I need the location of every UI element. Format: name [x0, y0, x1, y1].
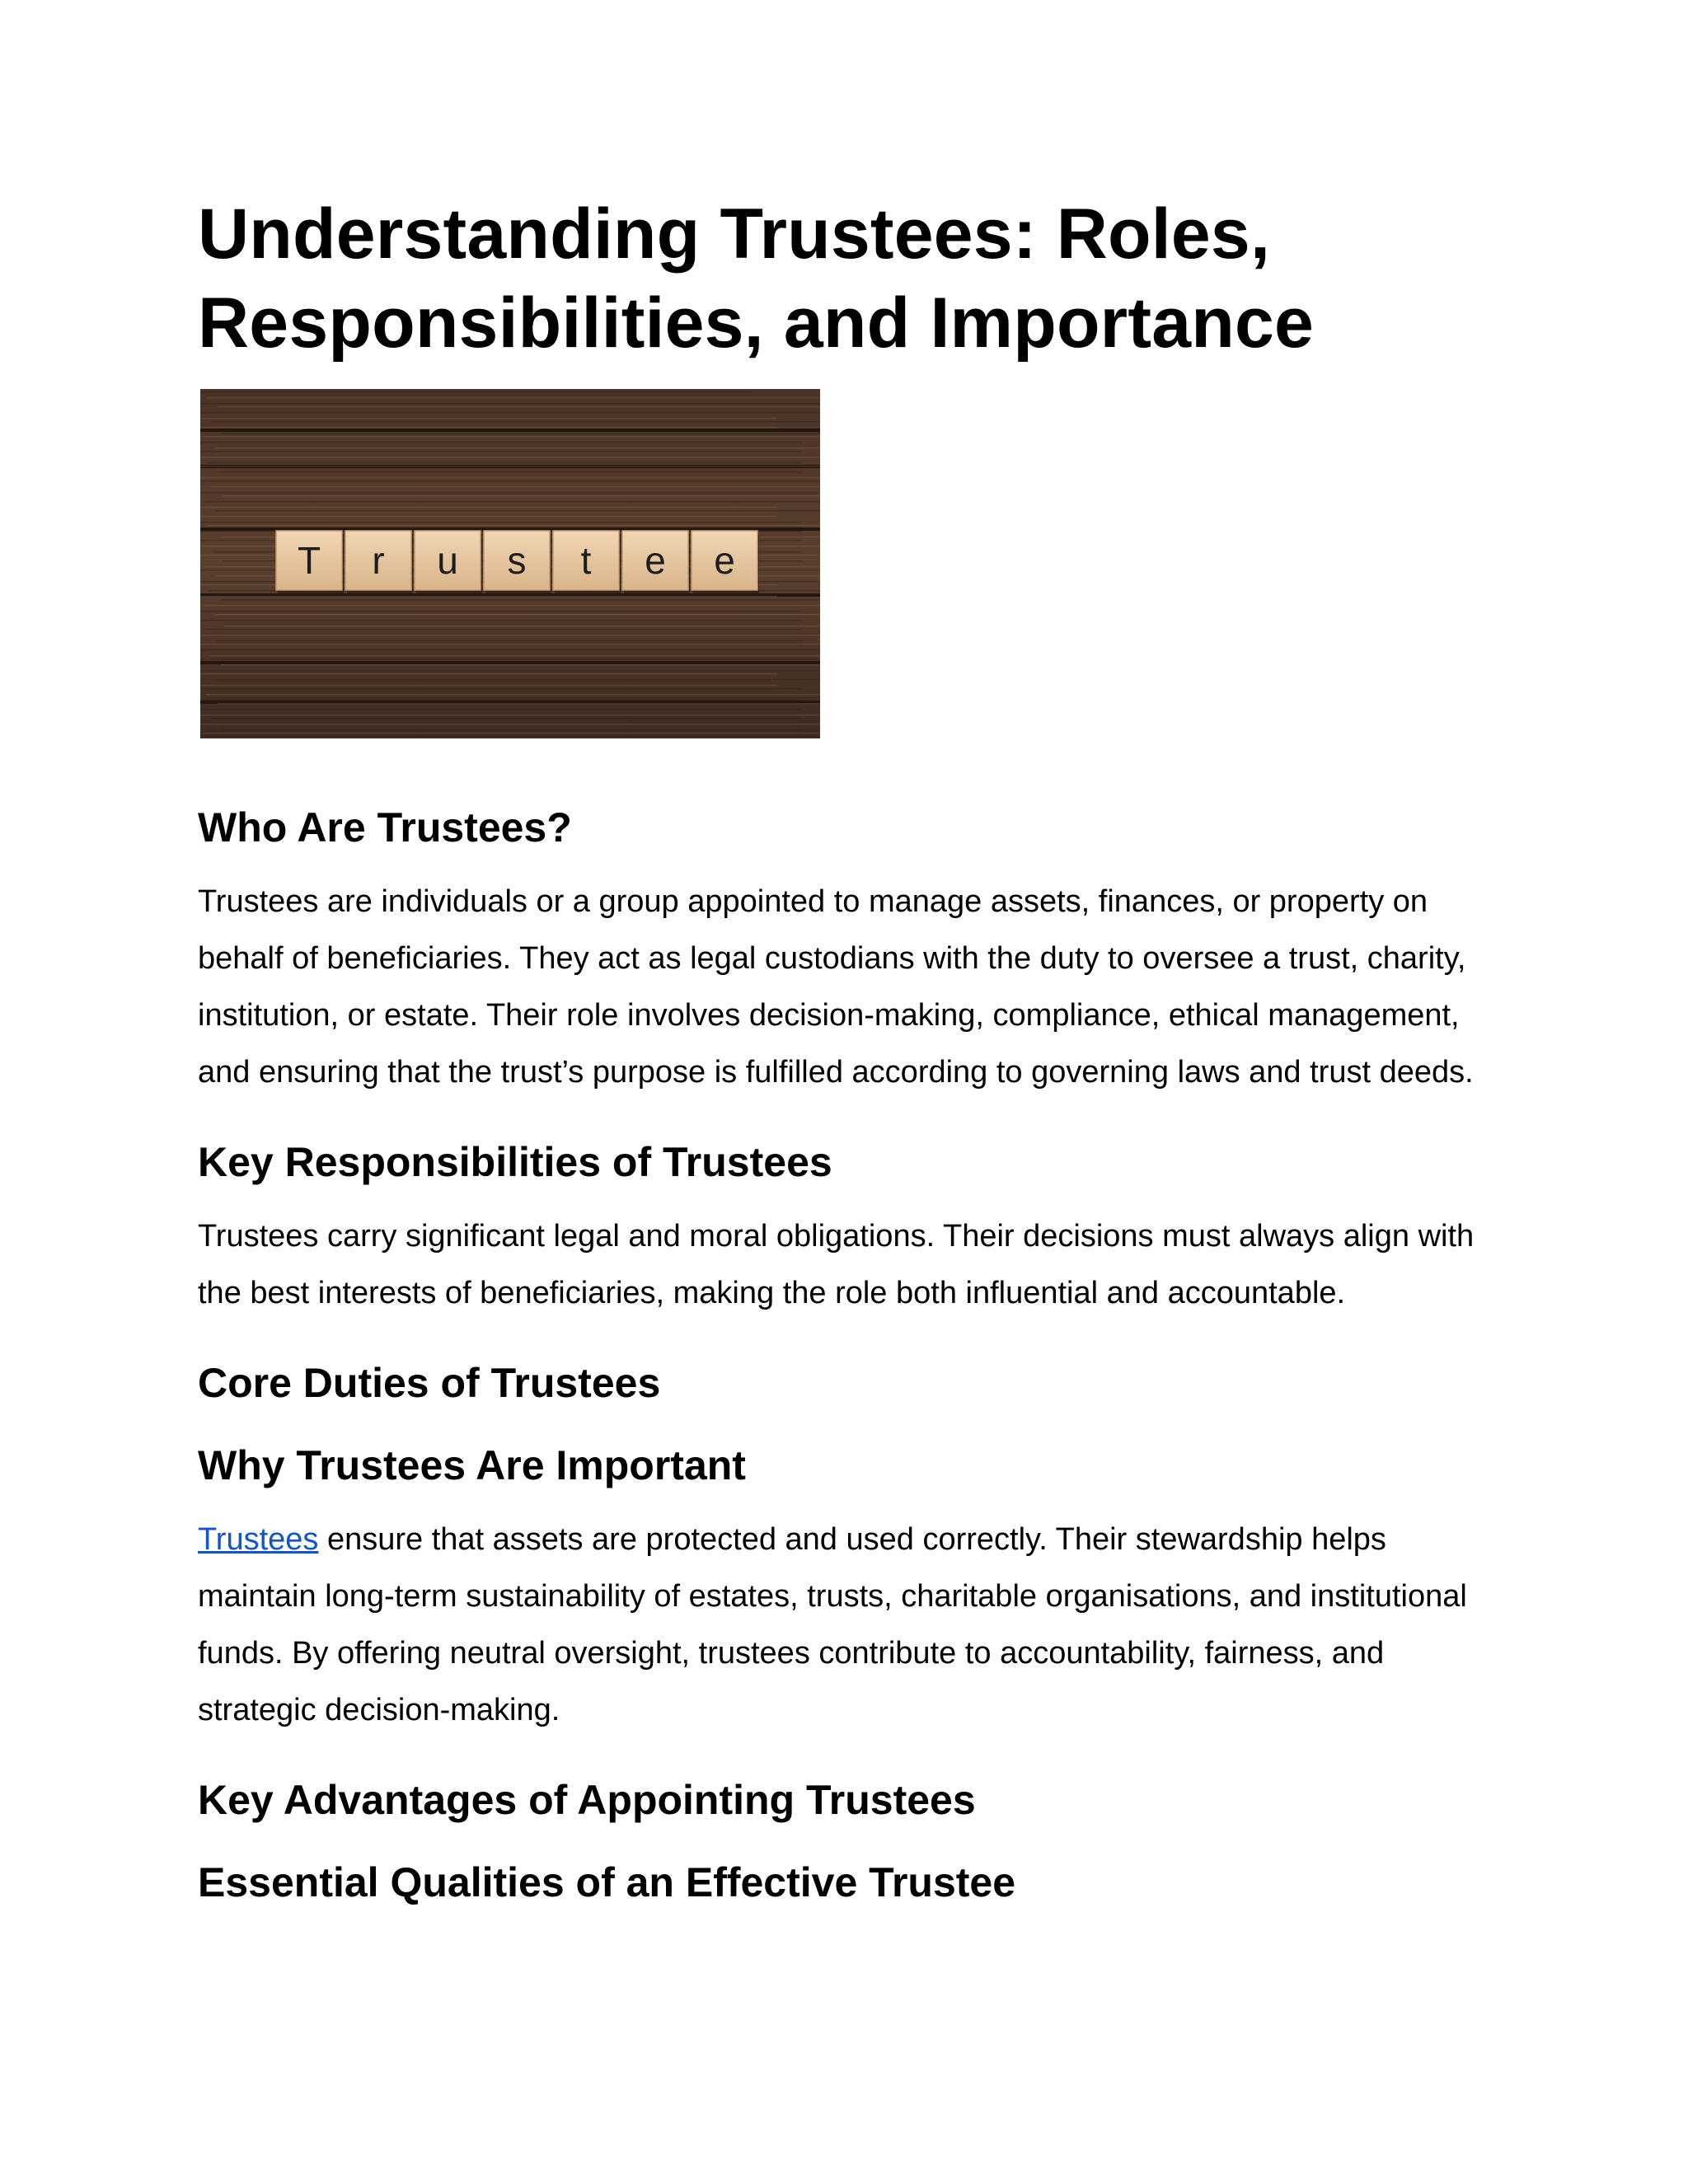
grain-line — [204, 501, 820, 502]
grain-line — [201, 605, 820, 606]
grain-line — [200, 611, 802, 612]
grain-line — [206, 397, 820, 398]
page-title: Understanding Trustees: Roles, Responsibilities, and Importance — [198, 194, 1315, 363]
grain-line — [211, 486, 820, 487]
grain-line — [200, 658, 820, 659]
letter-tile — [622, 531, 690, 593]
grain-line — [200, 507, 777, 508]
grain-line — [217, 640, 802, 641]
grain-line — [200, 403, 820, 404]
plank-seam — [200, 661, 820, 664]
letter-tile — [345, 531, 413, 593]
grain-line — [213, 679, 820, 680]
letter-tile — [276, 531, 344, 593]
grain-line — [213, 614, 820, 615]
grain-line — [218, 471, 802, 472]
grain-line — [200, 685, 777, 686]
trustees-link[interactable]: Trustees — [198, 1522, 319, 1557]
letter-tile — [415, 531, 482, 593]
grain-line — [210, 718, 802, 719]
letter-tiles — [276, 531, 759, 593]
grain-line — [200, 596, 777, 597]
section-paragraph-importance — [198, 1511, 1492, 1739]
tile-letter: u — [437, 539, 458, 582]
grain-line — [200, 391, 753, 392]
grain-line — [200, 442, 802, 443]
grain-line — [200, 480, 820, 481]
grain-line — [200, 427, 777, 428]
tile-letter: t — [580, 539, 592, 582]
grain-line — [209, 655, 820, 656]
grain-line — [200, 477, 820, 478]
grain-line — [205, 629, 802, 630]
grain-line — [220, 599, 820, 600]
grain-line — [210, 421, 820, 422]
grain-line — [200, 688, 802, 689]
grain-line — [202, 670, 820, 671]
grain-line — [200, 700, 802, 701]
section-paragraph-responsibilities: Trustees carry significant legal and moral obligations. Their decisions must always align with the best interests of beneficiaries, making the role both influential and accountable. — [198, 1219, 1475, 1310]
grain-line — [200, 649, 820, 650]
plank-seam — [200, 429, 820, 432]
importance-paragraph-text: ensure that assets are protected and used correctly. Their stewardship helps maintain long-term sustainability of estates, trusts, charitable organisations, and institutional funds. By offering neutral oversight, trustees contribute to accountability, fairness, and strategic decision-making. — [198, 1522, 1467, 1727]
grain-line — [215, 510, 820, 511]
grain-line — [200, 492, 820, 493]
letter-tile — [692, 531, 759, 593]
grain-line — [223, 495, 820, 496]
grain-line — [203, 436, 820, 437]
grain-line — [218, 703, 820, 704]
tile-letter: s — [507, 539, 527, 582]
section-heading-importance: Why Trustees Are Important — [198, 1442, 746, 1488]
letter-tile — [484, 531, 551, 593]
tile-letter: T — [297, 539, 321, 582]
grain-line — [200, 412, 820, 413]
tile-letter: r — [372, 539, 385, 582]
grain-line — [200, 709, 802, 710]
grain-line — [207, 462, 802, 463]
grain-line — [208, 525, 820, 526]
section-heading-advantages: Key Advantages of Appointing Trustees — [198, 1777, 976, 1823]
grain-line — [200, 673, 777, 674]
grain-line — [200, 451, 802, 452]
grain-line — [222, 729, 802, 730]
section-heading-responsibilities: Key Responsibilities of Trustees — [198, 1139, 832, 1185]
grain-line — [221, 664, 820, 665]
grain-line — [200, 522, 802, 523]
grain-line — [218, 406, 820, 407]
section-heading-core-duties: Core Duties of Trustees — [198, 1360, 661, 1406]
grain-line — [200, 620, 802, 621]
wood-tiles-illustration — [200, 389, 820, 738]
section-heading-who: Who Are Trustees? — [198, 804, 572, 851]
grain-line — [200, 516, 777, 517]
letter-tile — [553, 531, 621, 593]
grain-line — [200, 418, 777, 419]
section-heading-qualities: Essential Qualities of an Effective Trustee — [198, 1859, 1016, 1905]
tile-letter: e — [714, 539, 735, 582]
trustee-hero-image — [200, 389, 820, 738]
tile-letter: e — [645, 539, 666, 582]
document-page — [198, 190, 1492, 1907]
grain-line — [206, 694, 820, 695]
section-paragraph-who: Trustees are individuals or a group appointed to manage assets, finances, or property on behalf of beneficiaries. They act as legal custodians with the duty to oversee a trust, charity, institution, or estate. Their role involves decision-making, compliance, ethical management, and ensuring that the trust’s purpose is fulfilled according to governing laws and trust deeds. — [198, 884, 1474, 1090]
grain-line — [222, 433, 820, 434]
